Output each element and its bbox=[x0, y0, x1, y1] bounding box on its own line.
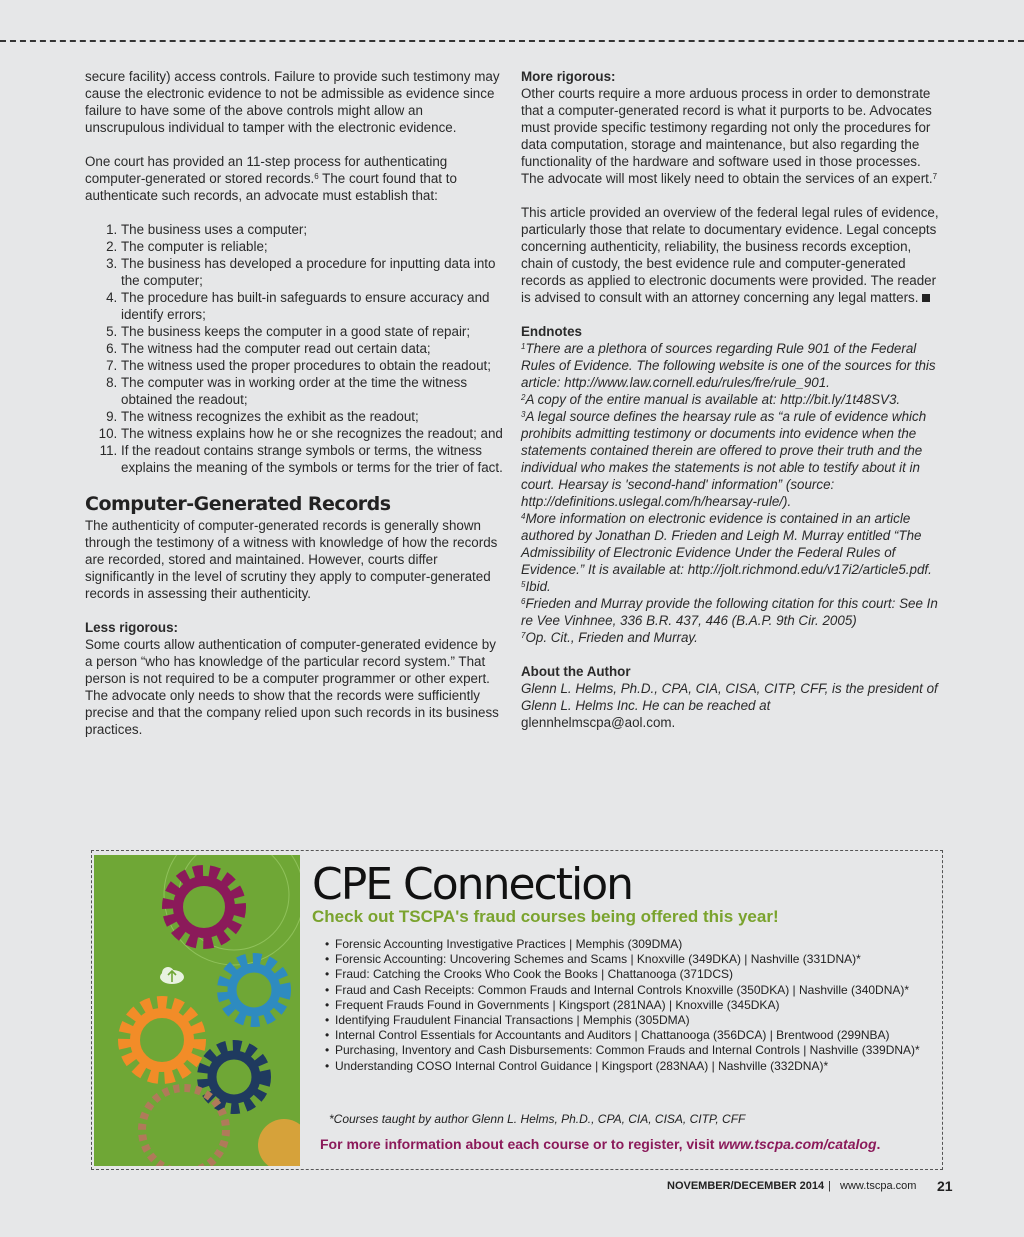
endnote bbox=[521, 391, 941, 408]
paragraph-more-rigorous bbox=[521, 85, 941, 187]
paragraph-court-process bbox=[85, 153, 505, 204]
course-item: • Purchasing, Inventory and Cash Disbursements: Common Frauds and Internal Controls | Nashville (339DNA)* bbox=[325, 1043, 925, 1058]
endnote bbox=[521, 408, 941, 510]
list-item: 8. The computer was in working order at the time the witness obtained the readout; bbox=[121, 374, 505, 408]
course-item: • Fraud and Cash Receipts: Common Frauds and Internal Controls Knoxville (350DKA) | Nashville (340DNA)* bbox=[325, 983, 925, 998]
subheading-more-rigorous: More rigorous: bbox=[521, 69, 616, 84]
subheading-less-rigorous: Less rigorous: bbox=[85, 620, 179, 635]
course-item: • Fraud: Catching the Crooks Who Cook the Books | Chattanooga (371DCS) bbox=[325, 967, 925, 982]
list-item: 3. The business has developed a procedure for inputting data into the computer; bbox=[121, 255, 505, 289]
paragraph-text-cont: The court found that to authenticate such records, an advocate must establish that: bbox=[85, 171, 457, 203]
end-mark bbox=[922, 294, 930, 302]
endnotes-heading: Endnotes bbox=[521, 324, 583, 339]
endnote-number: 2 bbox=[521, 393, 526, 402]
footnote-ref: 7 bbox=[932, 172, 938, 181]
footer-website[interactable]: www.tscpa.com bbox=[840, 1180, 917, 1192]
endnote-number: 7 bbox=[521, 631, 526, 640]
cpe-connection-box bbox=[91, 850, 943, 1170]
endnote-number: 6 bbox=[521, 597, 526, 606]
endnote-number: 4 bbox=[521, 512, 526, 521]
paragraph-summary bbox=[521, 204, 941, 306]
endnote-number: 3 bbox=[521, 410, 526, 419]
paragraph-text: Other courts require a more arduous process in order to demonstrate that a computer-generated record is what it purports to be. Advocates must provide specific testimony regarding not only the procedures for data computation, storage and maintenance, but also regarding the functionality of the hardware and software used in those processes. The advocate will most likely need to obtain the services of an expert. bbox=[521, 86, 933, 186]
course-item: • Identifying Fraudulent Financial Transactions | Memphis (305DMA) bbox=[325, 1013, 925, 1028]
footer-separator: | bbox=[828, 1180, 831, 1192]
endnote-text: A legal source defines the hearsay rule as “a rule of evidence which prohibits admitting testimony or documents into evidence when the statements contained therein are offered to prove their truth and the individual who makes the statements is not able to testify about it in court. Hearsay is 'second-hand' information” (source: http://definitions.uslegal.com/h/hearsay-rule/). bbox=[521, 409, 927, 509]
catalog-link[interactable]: www.tscpa.com/catalog bbox=[718, 1136, 877, 1152]
list-item: 11. If the readout contains strange symbols or terms, the witness explains the meaning of the symbols or terms for the trier of fact. bbox=[121, 442, 505, 476]
list-item: 4. The procedure has built-in safeguards to ensure accuracy and identify errors; bbox=[121, 289, 505, 323]
paragraph-text: This article provided an overview of the federal legal rules of evidence, particularly those that relate to documentary evidence. Legal concepts concerning authenticity, reliability, the business records exception, chain of custody, the best evidence rule and computer-generated records as applied to electronic documents were provided. The reader is advised to consult with an attorney concerning any legal matters. bbox=[521, 205, 939, 305]
authentication-steps-list bbox=[85, 221, 505, 476]
author-heading: About the Author bbox=[521, 664, 631, 679]
endnotes-list bbox=[521, 340, 941, 646]
course-item: • Forensic Accounting: Uncovering Schemes and Scams | Knoxville (349DKA) | Nashville (331DNA)* bbox=[325, 952, 925, 967]
paragraph-authenticity: The authenticity of computer-generated records is generally shown through the testimony of a witness with knowledge of how the records are recorded, stored and maintained. However, courts differ significantly in the level of scrutiny they apply to computer-generated records in assessing their authenticity. bbox=[85, 518, 498, 601]
course-list bbox=[325, 937, 925, 1074]
left-column bbox=[85, 68, 505, 755]
paragraph-text: One court has provided an 11-step process for authenticating computer-generated or stored records. bbox=[85, 154, 448, 186]
page-number: 21 bbox=[937, 1178, 953, 1194]
cpe-more-end: . bbox=[876, 1136, 881, 1152]
endnote bbox=[521, 340, 941, 391]
course-item: • Forensic Accounting Investigative Practices | Memphis (309DMA) bbox=[325, 937, 925, 952]
cpe-title: CPE Connection bbox=[312, 859, 633, 910]
course-item: • Internal Control Essentials for Accountants and Auditors | Chattanooga (356DCA) | Brentwood (299NBA) bbox=[325, 1028, 925, 1043]
endnote-text: Frieden and Murray provide the following citation for this court: See In re Vee Vinhnee, 336 B.R. 437, 446 (B.A.P. 9th Cir. 2005) bbox=[521, 596, 938, 628]
endnote-text: A copy of the entire manual is available at: http://bit.ly/1t48SV3. bbox=[525, 392, 901, 407]
endnote-number: 5 bbox=[521, 580, 526, 589]
top-dashed-rule bbox=[0, 40, 1024, 42]
cpe-more-info bbox=[320, 1136, 880, 1152]
course-item: • Understanding COSO Internal Control Guidance | Kingsport (283NAA) | Nashville (332DNA)* bbox=[325, 1059, 925, 1074]
paragraph-controls: secure facility) access controls. Failure to provide such testimony may cause the electronic evidence to not be admissible as evidence since failure to have some of the above controls might allow an unscrupulous individual to tamper with the electronic evidence. bbox=[85, 69, 500, 135]
section-heading: Computer-Generated Records bbox=[85, 493, 391, 515]
list-item: 5. The business keeps the computer in a good state of repair; bbox=[121, 323, 505, 340]
endnote-text: Op. Cit., Frieden and Murray. bbox=[525, 630, 698, 645]
endnote bbox=[521, 595, 941, 629]
endnote-text: There are a plethora of sources regarding Rule 901 of the Federal Rules of Evidence. The following website is one of the sources for this article: http://www.law.cornell.edu/rules/fre/rule_901. bbox=[521, 341, 936, 390]
footnote-ref: 6 bbox=[314, 172, 319, 181]
cpe-note: *Courses taught by author Glenn L. Helms, Ph.D., CPA, CIA, CISA, CITP, CFF bbox=[329, 1112, 746, 1126]
endnote-text: Ibid. bbox=[525, 579, 551, 594]
footer-issue: NOVEMBER/DECEMBER 2014 bbox=[667, 1180, 825, 1192]
right-column bbox=[521, 68, 941, 748]
endnote-text: More information on electronic evidence is contained in an article authored by Jonathan D. Frieden and Leigh M. Murray entitled “The Admissibility of Electronic Evidence Under the Federal Rules of Evidence.” It is available at: http://jolt.richmond.edu/v17i2/article5.pdf. bbox=[521, 511, 932, 577]
paragraph-less-rigorous: Some courts allow authentication of computer-generated evidence by a person “who has knowledge of the particular record system.” That person is not required to be a computer programmer or other expert. The advocate only needs to show that the records were sufficiently precise and that the company relied upon such records in its business practices. bbox=[85, 637, 499, 737]
endnote bbox=[521, 510, 941, 578]
endnote bbox=[521, 578, 941, 595]
list-item: 6. The witness had the computer read out certain data; bbox=[121, 340, 505, 357]
list-item: 10. The witness explains how he or she recognizes the readout; and bbox=[121, 425, 505, 442]
cpe-more-text: For more information about each course or to register, visit bbox=[320, 1136, 719, 1152]
list-item: 7. The witness used the proper procedures to obtain the readout; bbox=[121, 357, 505, 374]
course-item: • Frequent Frauds Found in Governments | Kingsport (281NAA) | Knoxville (345DKA) bbox=[325, 998, 925, 1013]
list-item: 1. The business uses a computer; bbox=[121, 221, 505, 238]
endnote bbox=[521, 629, 941, 646]
author-bio-text: Glenn L. Helms, Ph.D., CPA, CIA, CISA, CITP, CFF, is the president of Glenn L. Helms Inc. He can be reached at bbox=[521, 681, 938, 713]
author-email: glennhelmscpa@aol.com. bbox=[521, 715, 676, 730]
author-bio bbox=[521, 680, 941, 731]
list-item: 9. The witness recognizes the exhibit as the readout; bbox=[121, 408, 505, 425]
endnote-number: 1 bbox=[521, 342, 526, 351]
list-item: 2. The computer is reliable; bbox=[121, 238, 505, 255]
cpe-subtitle: Check out TSCPA's fraud courses being offered this year! bbox=[312, 907, 779, 926]
gears-illustration bbox=[94, 855, 300, 1166]
